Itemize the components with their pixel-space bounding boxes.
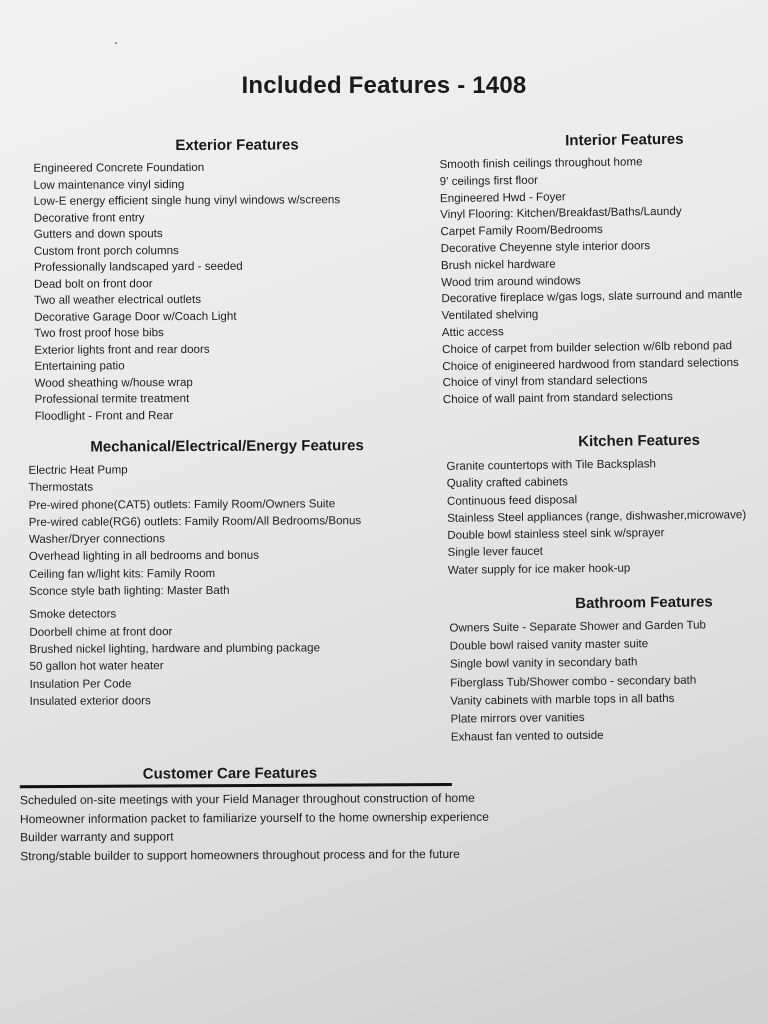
list-item: 50 gallon hot water heater	[29, 659, 164, 674]
list-item: Insulated exterior doors	[29, 694, 151, 708]
list-item: Wood sheathing w/house wrap	[34, 375, 193, 390]
list-item: Engineered Concrete Foundation	[33, 160, 205, 175]
bathroom-features-heading: Bathroom Features	[575, 593, 713, 613]
list-item: Decorative fireplace w/gas logs, slate surround and mantle	[441, 288, 743, 306]
list-item: Low-E energy efficient single hung vinyl windows w/screens	[33, 193, 341, 208]
list-item: Dead bolt on front door	[33, 276, 153, 291]
exterior-features-heading: Exterior Features	[175, 136, 299, 155]
list-item: Scheduled on-site meetings with your Field Manager throughout construction of home	[19, 790, 475, 808]
list-item: Stainless Steel appliances (range, dishwasher,microwave)	[447, 508, 747, 525]
list-item: Custom front porch columns	[33, 243, 179, 258]
list-item: Owners Suite - Separate Shower and Garden Tub	[449, 618, 707, 635]
list-item: Quality crafted cabinets	[446, 475, 568, 491]
list-item: Choice of enigineered hardwood from standard selections	[442, 355, 739, 373]
list-item: Smoke detectors	[29, 607, 117, 622]
list-item: 9' ceilings first floor	[439, 173, 539, 188]
list-item: Pre-wired phone(CAT5) outlets: Family Room/Owners Suite	[28, 496, 336, 512]
list-item: Plate mirrors over vanities	[450, 710, 585, 726]
list-item: Ventilated shelving	[441, 307, 539, 323]
list-item: Engineered Hwd - Foyer	[439, 189, 566, 205]
list-item: Pre-wired cable(RG6) outlets: Family Room/All Bedrooms/Bonus	[28, 514, 362, 529]
list-item: Choice of wall paint from standard selections	[442, 390, 673, 407]
list-item: Professionally landscaped yard - seeded	[33, 259, 243, 274]
interior-features-section	[439, 130, 744, 409]
section-divider	[20, 783, 452, 788]
kitchen-features-heading: Kitchen Features	[578, 431, 701, 451]
mechanical-features-section	[28, 437, 365, 710]
list-item: Double bowl raised vanity master suite	[449, 637, 649, 653]
kitchen-features-section	[446, 431, 747, 579]
list-item: Vinyl Flooring: Kitchen/Breakfast/Baths/Laundy	[440, 205, 682, 222]
list-item: Gutters and down spouts	[33, 227, 163, 241]
list-item: Continuous feed disposal	[446, 492, 578, 508]
mechanical-features-heading: Mechanical/Electrical/Energy Features	[90, 437, 364, 456]
list-item: Insulation Per Code	[29, 676, 132, 691]
list-item: Decorative Cheyenne style interior doors	[440, 239, 651, 256]
customer-care-section	[20, 764, 489, 865]
exterior-features-section	[33, 136, 341, 425]
mechanical-features-list	[28, 460, 365, 710]
list-item: Single lever faucet	[447, 545, 544, 560]
list-item: Single bowl vanity in secondary bath	[449, 655, 638, 672]
interior-features-list	[439, 153, 743, 409]
list-item: Strong/stable builder to support homeowners throughout process and for the future	[20, 846, 460, 863]
list-item: Exterior lights front and rear doors	[34, 342, 210, 357]
exterior-features-list	[33, 159, 341, 425]
list-item: Builder warranty and support	[20, 829, 174, 845]
list-item: Granite countertops with Tile Backsplash	[446, 457, 657, 473]
list-item: Brush nickel hardware	[440, 257, 556, 272]
bathroom-features-list	[449, 616, 714, 747]
list-item: Decorative Garage Door w/Coach Light	[34, 309, 237, 324]
list-item: Ceiling fan w/light kits: Family Room	[28, 566, 216, 581]
list-item: Fiberglass Tub/Shower combo - secondary bath	[450, 673, 697, 690]
list-item: Choice of carpet from builder selection w/6lb rebond pad	[442, 338, 733, 356]
list-item: Thermostats	[28, 480, 94, 495]
list-item: Vanity cabinets with marble tops in all baths	[450, 691, 675, 708]
list-item: Exhaust fan vented to outside	[450, 728, 604, 744]
list-item: Water supply for ice maker hook-up	[447, 561, 631, 577]
list-item: Decorative front entry	[33, 210, 145, 225]
list-item: Overhead lighting in all bedrooms and bonus	[28, 549, 260, 564]
list-item: Doorbell chime at front door	[29, 624, 173, 639]
interior-features-heading: Interior Features	[565, 130, 684, 150]
list-item: Two frost proof hose bibs	[34, 326, 164, 340]
list-item: Choice of vinyl from standard selections	[442, 373, 648, 390]
page-title: Included Features - 1408	[241, 72, 527, 99]
kitchen-features-list	[446, 454, 746, 579]
bathroom-features-section	[449, 593, 714, 747]
list-item: Professional termite treatment	[34, 391, 190, 406]
list-item: Electric Heat Pump	[28, 463, 128, 477]
list-item: Carpet Family Room/Bedrooms	[440, 223, 603, 239]
list-item: Brushed nickel lighting, hardware and plumbing package	[29, 641, 321, 656]
list-item: Washer/Dryer connections	[28, 532, 166, 547]
list-item: Two all weather electrical outlets	[34, 292, 202, 307]
customer-care-list	[20, 789, 489, 865]
list-item: Attic access	[441, 325, 504, 340]
list-item: Floodlight - Front and Rear	[34, 408, 174, 423]
list-item: Low maintenance vinyl siding	[33, 177, 185, 192]
list-item: Smooth finish ceilings throughout home	[439, 155, 643, 172]
list-item: Homeowner information packet to familiarize yourself to the home ownership experience	[19, 809, 489, 826]
list-item: Sconce style bath lighting: Master Bath	[29, 583, 230, 598]
paper-speck	[115, 42, 117, 44]
customer-care-heading: Customer Care Features	[142, 764, 318, 783]
list-item: Wood trim around windows	[441, 273, 581, 289]
list-item: Entertaining patio	[34, 359, 125, 373]
list-item: Double bowl stainless steel sink w/sprayer	[447, 526, 665, 543]
